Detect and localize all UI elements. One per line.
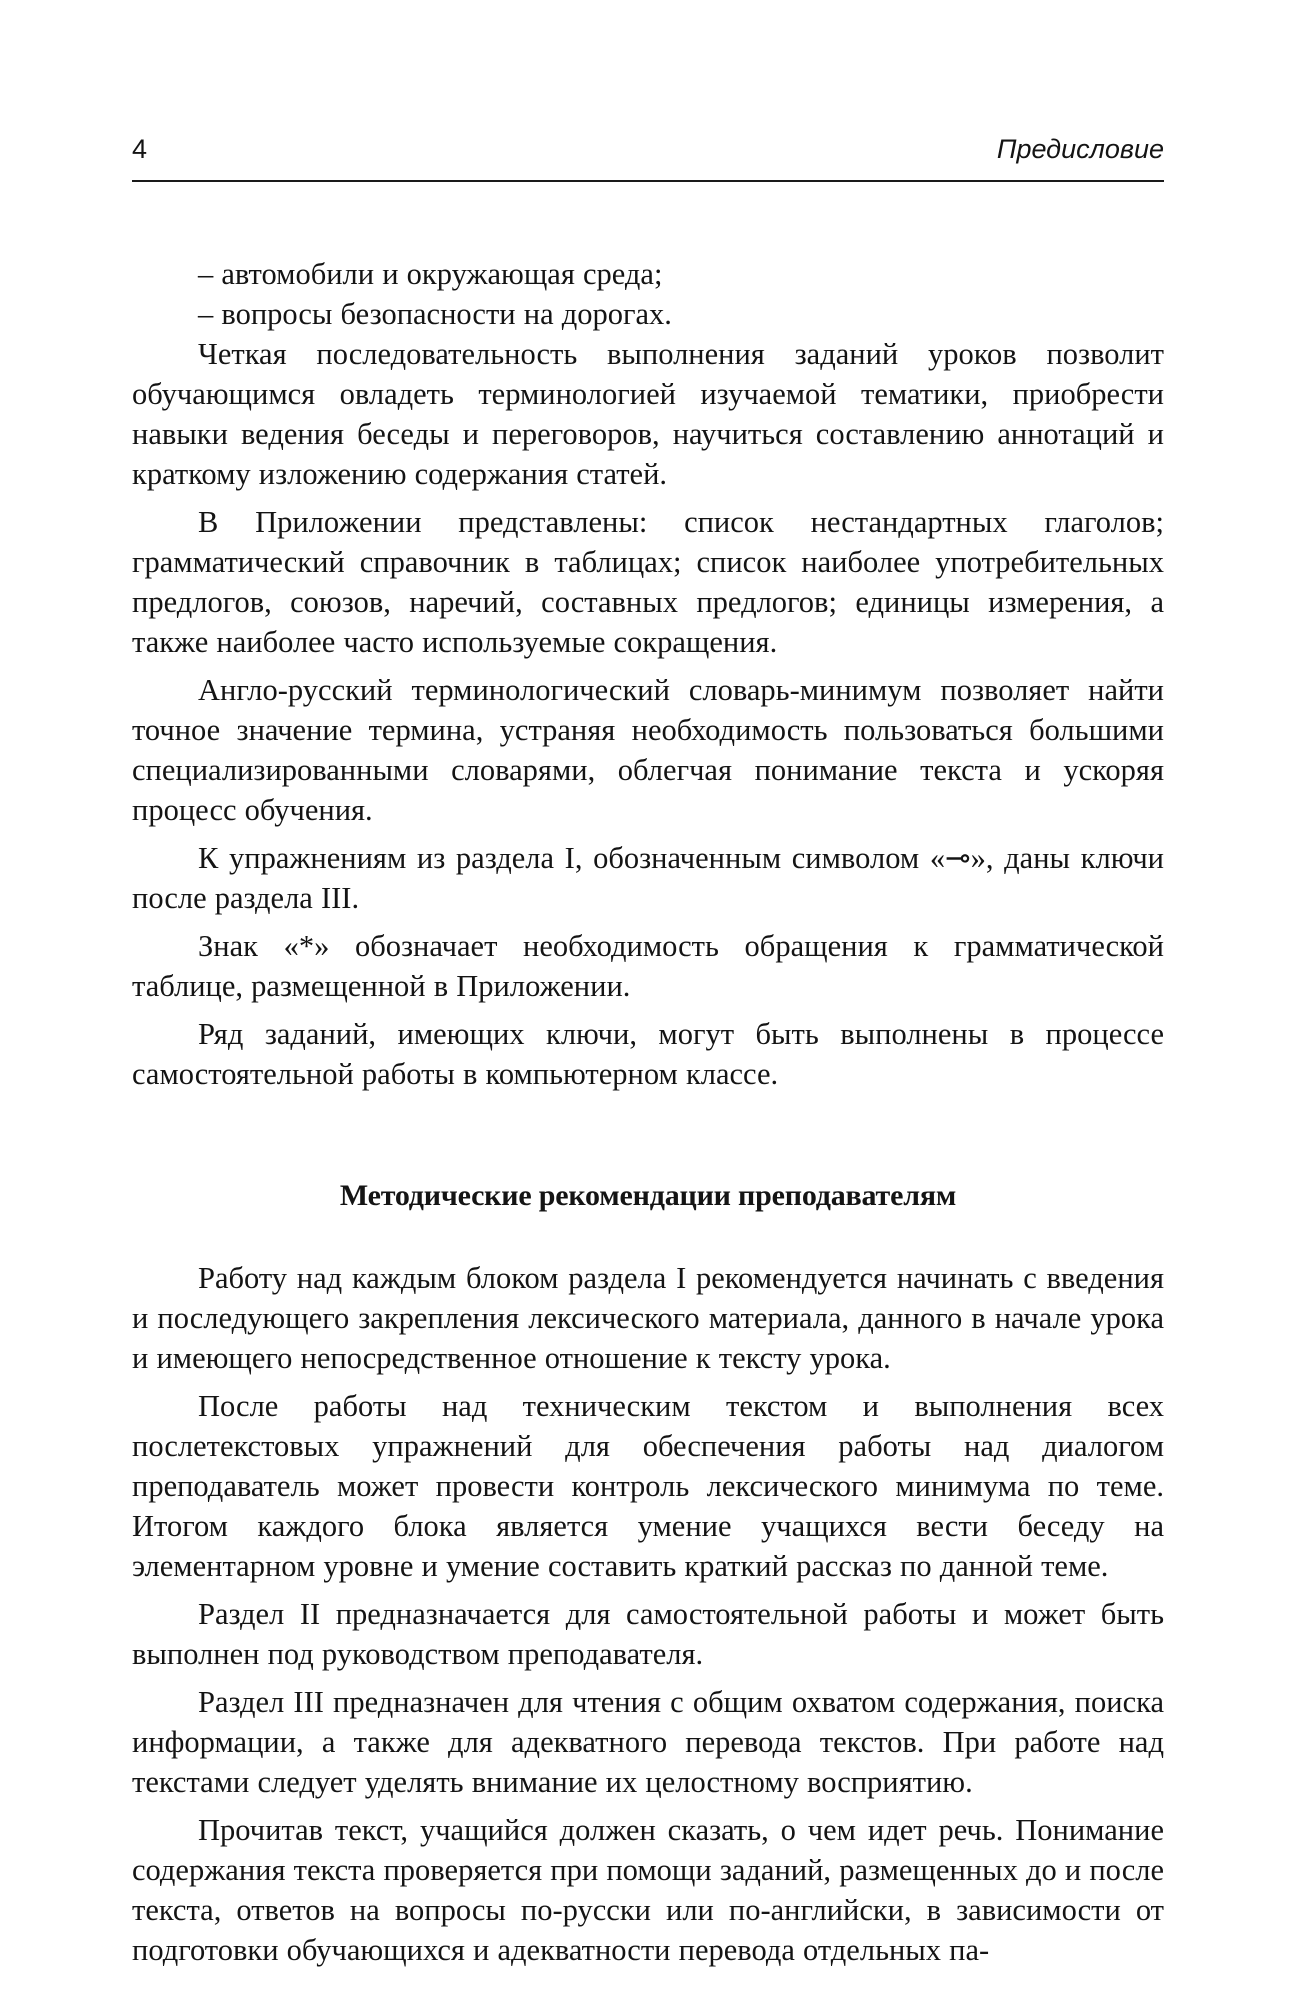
paragraph-lesson-sequence: Четкая последовательность выполнения заданий уроков позволит обучающимся овладеть терминологией изучаемой тематики, приобрести навыки ведения беседы и переговоров, научиться составлению аннотаций и краткому изложению содержания статей.: [132, 337, 1164, 491]
list-item-cars-environment: – автомобили и окружающая среда;: [198, 257, 663, 291]
paragraph-lexical-control: После работы над техническим текстом и выполнения всех послетекстовых упражнений для обеспечения работы над диалогом преподаватель может провести контроль лексического минимума по теме. Итогом каждого блока является умение учащихся вести беседу на элементарном уровне и умение составить краткий рассказ по данной теме.: [132, 1389, 1164, 1583]
paragraph-asterisk-sign: Знак «*» обозначает необходимость обращения к грамматической таблице, размещенной в Приложении.: [132, 929, 1164, 1003]
page-body: [132, 254, 1164, 1970]
paragraph-self-study: Ряд заданий, имеющих ключи, могут быть выполнены в процессе самостоятельной работы в компьютерном классе.: [132, 1017, 1164, 1091]
paragraph-section-three: Раздел III предназначен для чтения с общим охватом содержания, поиска информации, а также для адекватного перевода текстов. При работе над текстами следует уделять внимание их целостному восприятию.: [132, 1685, 1164, 1799]
paragraph-block-intro: Работу над каждым блоком раздела I рекомендуется начинать с введения и последующего закрепления лексического материала, данного в начале урока и имеющего непосредственное отношение к тексту урока.: [132, 1261, 1164, 1375]
paragraph-reading-check: Прочитав текст, учащийся должен сказать, о чем идет речь. Понимание содержания текста проверяется при помощи заданий, размещенных до и после текста, ответов на вопросы по-русски или по-английски, в зависимости от подготовки обучающихся и адекватности перевода отдельных па-: [132, 1813, 1164, 1967]
paragraph-keys-symbol: К упражнениям из раздела I, обозначенным символом «⊸», даны ключи после раздела III.: [132, 841, 1164, 915]
paragraph-section-two: Раздел II предназначается для самостоятельной работы и может быть выполнен под руководством преподавателя.: [132, 1597, 1164, 1671]
running-head-section: Предисловие: [996, 134, 1164, 164]
running-head: [132, 128, 1164, 182]
page-number: 4: [132, 134, 148, 164]
list-item-road-safety: – вопросы безопасности на дорогах.: [198, 297, 672, 331]
section-heading: Методические рекомендации преподавателям: [339, 1179, 957, 1212]
paragraph-dictionary: Англо-русский терминологический словарь-минимум позволяет найти точное значение термина, устраняя необходимость пользоваться большими специализированными словарями, облегчая понимание текста и ускоряя процесс обучения.: [132, 673, 1164, 827]
paragraph-appendix: В Приложении представлены: список нестандартных глаголов; грамматический справочник в таблицах; список наиболее употребительных предлогов, союзов, наречий, составных предлогов; единицы измерения, а также наиболее часто используемые сокращения.: [132, 505, 1164, 659]
